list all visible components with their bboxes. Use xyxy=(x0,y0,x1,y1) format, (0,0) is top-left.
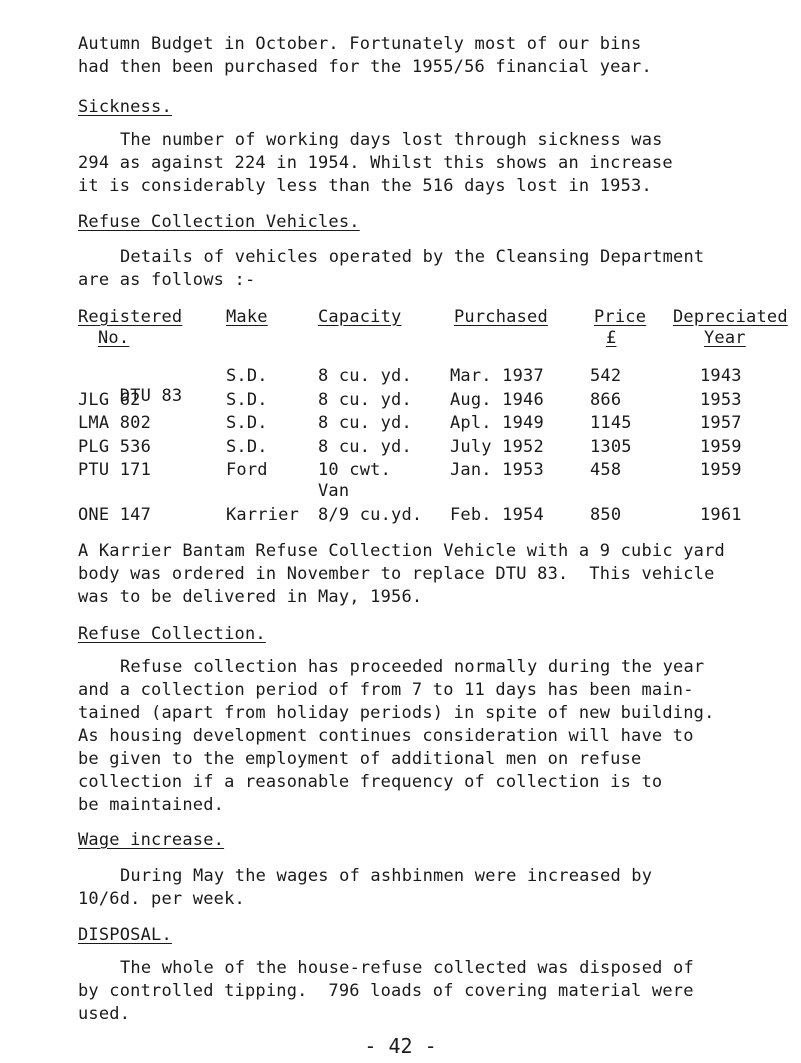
cell-price: 1145 xyxy=(590,413,632,433)
disposal-line-3: used. xyxy=(78,1004,131,1024)
vehicles-intro-line-1: Details of vehicles operated by the Cleansing Department xyxy=(120,247,705,267)
section-heading-disposal: DISPOSAL. xyxy=(78,925,172,945)
cell-make: Ford xyxy=(226,460,268,480)
cell-purchased: Aug. 1946 xyxy=(450,390,544,410)
collection-line-4: As housing development continues consideration will have to xyxy=(78,726,694,746)
cell-make: S.D. xyxy=(226,413,268,433)
cell-capacity: 8 cu. yd. xyxy=(318,413,412,433)
section-heading-vehicles: Refuse Collection Vehicles. xyxy=(78,212,360,232)
cell-year: 1957 xyxy=(700,413,742,433)
sickness-line-1: The number of working days lost through sickness was xyxy=(120,130,663,150)
header-make: Make xyxy=(226,307,268,327)
cell-price: 542 xyxy=(590,366,622,386)
cell-capacity: 8 cu. yd. xyxy=(318,366,412,386)
cell-price: 1305 xyxy=(590,437,632,457)
sickness-line-2: 294 as against 224 in 1954. Whilst this shows an increase xyxy=(78,153,673,173)
cell-purchased: Jan. 1953 xyxy=(450,460,544,480)
collection-line-6: collection if a reasonable frequency of collection is to xyxy=(78,772,663,792)
cell-capacity: 8/9 cu.yd. xyxy=(318,505,423,525)
collection-line-2: and a collection period of from 7 to 11 days has been main- xyxy=(78,680,694,700)
collection-line-1: Refuse collection has proceeded normally during the year xyxy=(120,657,705,677)
section-heading-wage-increase: Wage increase. xyxy=(78,830,225,850)
collection-line-7: be maintained. xyxy=(78,795,225,815)
cell-year: 1959 xyxy=(700,460,742,480)
cell-year: 1959 xyxy=(700,437,742,457)
cell-make: Karrier xyxy=(226,505,300,525)
cell-purchased: Mar. 1937 xyxy=(450,366,544,386)
header-registered-sub: No. xyxy=(98,328,130,348)
cell-capacity: 8 cu. yd. xyxy=(318,390,412,410)
cell-purchased: Feb. 1954 xyxy=(450,505,544,525)
page-number: - 42 - xyxy=(364,1034,437,1058)
cell-capacity: 8 cu. yd. xyxy=(318,437,412,457)
cell-year: 1961 xyxy=(700,505,742,525)
header-registered: Registered xyxy=(78,307,183,327)
header-price-sub: £ xyxy=(606,328,617,348)
header-depreciated: Depreciated xyxy=(673,307,788,327)
cell-reg: LMA 802 xyxy=(78,413,152,433)
cell-make: S.D. xyxy=(226,366,268,386)
header-capacity: Capacity xyxy=(318,307,402,327)
cell-make: S.D. xyxy=(226,437,268,457)
cell-reg: PLG 536 xyxy=(78,437,152,457)
wage-line-2: 10/6d. per week. xyxy=(78,889,245,909)
header-price: Price xyxy=(594,307,647,327)
header-depreciated-sub: Year xyxy=(704,328,746,348)
section-heading-sickness: Sickness. xyxy=(78,97,172,117)
intro-line-1: Autumn Budget in October. Fortunately most of our bins xyxy=(78,34,642,54)
cell-purchased: Apl. 1949 xyxy=(450,413,544,433)
disposal-line-2: by controlled tipping. 796 loads of covering material were xyxy=(78,981,694,1001)
cell-price: 866 xyxy=(590,390,622,410)
cell-year: 1953 xyxy=(700,390,742,410)
section-heading-refuse-collection: Refuse Collection. xyxy=(78,624,266,644)
vehicles-intro-line-2: are as follows :- xyxy=(78,270,256,290)
cell-reg: DTU 83 xyxy=(119,386,183,406)
header-purchased: Purchased xyxy=(454,307,548,327)
disposal-line-1: The whole of the house-refuse collected was disposed of xyxy=(120,958,694,978)
collection-line-5: be given to the employment of additional men on refuse xyxy=(78,749,642,769)
cell-price: 850 xyxy=(590,505,622,525)
cell-purchased: July 1952 xyxy=(450,437,544,457)
intro-line-2: had then been purchased for the 1955/56 financial year. xyxy=(78,57,652,77)
cell-reg: PTU 171 xyxy=(78,460,152,480)
cell-year: 1943 xyxy=(700,366,742,386)
cell-price: 458 xyxy=(590,460,622,480)
vehicles-after-line-3: was to be delivered in May, 1956. xyxy=(78,587,423,607)
cell-reg: JLG 62 xyxy=(78,390,141,410)
vehicles-after-line-2: body was ordered in November to replace DTU 83. This vehicle xyxy=(78,564,715,584)
vehicles-after-line-1: A Karrier Bantam Refuse Collection Vehicle with a 9 cubic yard xyxy=(78,541,725,561)
cell-make: S.D. xyxy=(226,390,268,410)
cell-capacity-line-2: Van xyxy=(318,481,350,501)
sickness-line-3: it is considerably less than the 516 days lost in 1953. xyxy=(78,176,652,196)
collection-line-3: tained (apart from holiday periods) in spite of new building. xyxy=(78,703,715,723)
cell-reg: ONE 147 xyxy=(78,505,152,525)
wage-line-1: During May the wages of ashbinmen were increased by xyxy=(120,866,653,886)
cell-capacity: 10 cwt. xyxy=(318,460,392,480)
